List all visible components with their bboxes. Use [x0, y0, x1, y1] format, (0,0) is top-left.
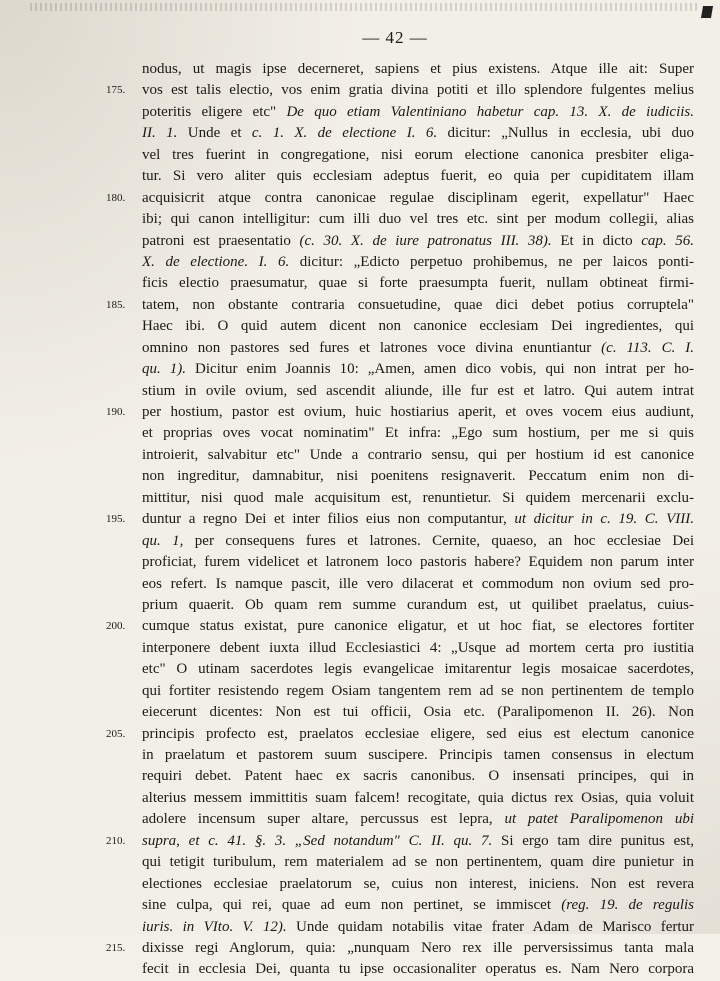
text-line — [142, 466, 694, 487]
line-text: principis profecto est, praelatos ecclesiae eligere, sed eius est electum canonice — [142, 725, 694, 742]
text-line — [142, 252, 694, 273]
text-line — [142, 895, 694, 916]
line-text: per hostium, pastor est ovium, huic hostiarius aperit, et oves vocem eius audiunt, — [142, 404, 694, 420]
body-text — [106, 59, 695, 981]
line-text: introierit, salvabitur etc" Unde a contrario sensu, qui per hostium id est canonice — [142, 446, 694, 463]
corner-mark — [701, 6, 713, 18]
line-number: 190. — [106, 406, 126, 418]
text-line — [142, 381, 694, 402]
line-text: acquisicrit atque contra canonicae regulae disciplinam egerit, expellatur" Haec — [142, 189, 694, 206]
scan-edge-noise — [30, 3, 700, 11]
text-line — [142, 273, 694, 294]
line-text: eiecerunt dicentes: Non est tui officii, Osia etc. (Paralipomenon II. 26). Non — [142, 704, 694, 721]
line-text: tatem, non obstante contraria consuetudine, quae dici debet potius corruptela" — [142, 296, 694, 313]
text-line — [142, 552, 694, 573]
line-text: dixisse regi Anglorum, quia: „nunquam Nero rex ille perversissimus tanta mala — [142, 939, 694, 956]
text-line — [142, 874, 694, 895]
line-text: qui tetigit turibulum, rem materialem ad se non pertinentem, quam dire punietur in — [142, 854, 694, 871]
text-line — [142, 595, 694, 616]
line-number: 195. — [106, 513, 126, 526]
line-number: 200. — [106, 620, 126, 633]
text-line — [106, 509, 694, 530]
text-line — [106, 80, 694, 101]
line-text: alterius messem immittitis suam falcem! recogitate, quia dictus rex Osias, quia voluit — [142, 789, 694, 806]
text-line — [142, 166, 694, 187]
line-text: duntur a regno Dei et inter filios eius non computantur, ut dicitur in c. 19. C. VIII. — [142, 511, 694, 528]
line-text: mittitur, nisi quod male acquisitum est, renuntietur. Si quidem mercenarii exclu- — [142, 489, 694, 506]
text-line — [142, 574, 694, 595]
line-number: 210. — [106, 834, 126, 847]
line-text: in praelatum et pastorem suum suscipere. Principis tamen consensus in electum — [142, 747, 694, 763]
line-text: tur. Si vero aliter quis ecclesiam adeptus fuerit, eo quia per cupiditatem illam — [142, 168, 694, 185]
line-text: cumque status existat, pure canonice eligatur, et ut hoc fiat, se electores fortiter — [142, 618, 694, 635]
line-text: qui fortiter resistendo regem Osiam tangentem rem ad se non pertinentem de templo — [142, 682, 694, 699]
text-line — [106, 616, 694, 637]
text-line — [106, 188, 694, 209]
line-text: prium quaerit. Ob quam rem summe curandum est, ut quilibet praelatus, cuius- — [142, 596, 694, 613]
text-line — [142, 231, 694, 252]
line-text: vel tres fuerint in congregatione, nisi eorum electione canonica presbiter eliga- — [142, 146, 694, 163]
line-text: supra, et c. 41. §. 3. „Sed notandum" C. II. qu. 7. Si ergo tam dire punitus est, — [142, 832, 694, 849]
text-line — [142, 531, 694, 552]
line-text: patroni est praesentatio (c. 30. X. de iure patronatus III. 38). Et in dicto cap. 56. — [142, 232, 694, 249]
line-text: omnino non pastores sed fures et latrones voce divina enuntiantur (c. 113. C. I. — [142, 339, 694, 356]
text-line — [142, 788, 694, 809]
text-line — [142, 917, 694, 938]
text-line — [142, 123, 694, 144]
text-line — [106, 724, 694, 745]
line-number: 185. — [106, 298, 126, 311]
text-line — [142, 702, 694, 723]
line-text: interponere debent iuxta illud Ecclesiastici 4: „Usque ad mortem certa pro iustitia — [142, 639, 694, 656]
text-line — [142, 488, 694, 509]
text-line — [142, 445, 694, 466]
line-text: electiones ecclesiae praelatorum se, cuius non interest, iniciens. Non est revera — [142, 875, 694, 892]
text-line — [142, 809, 694, 830]
text-line — [142, 659, 694, 680]
line-text: adolere incensum super altare, percussus est lepra, ut patet Paralipomenon ubi — [142, 811, 694, 828]
text-line — [142, 638, 694, 659]
line-text: vos est talis electio, vos enim gratia divina potiti et illo splendore fulgentes melius — [142, 82, 694, 99]
text-line — [142, 145, 694, 166]
text-line — [142, 209, 694, 230]
text-line — [142, 423, 694, 444]
line-text: II. 1. Unde et c. 1. X. de electione I. 6. dicitur: „Nullus in ecclesia, ubi duo — [142, 125, 694, 142]
line-text: requiri debet. Patent haec ex sacris canonibus. O insensati principes, qui in — [142, 768, 694, 785]
text-line — [142, 766, 694, 787]
line-text: eos refert. Is namque pascit, ille vero dilacerat et commodum non ovium sed pro- — [142, 575, 694, 592]
text-line — [142, 59, 694, 80]
line-text: iuris. in VIto. V. 12). Unde quidam notabilis vitae frater Adam de Marisco fertur — [142, 918, 695, 935]
line-number: 205. — [106, 727, 126, 740]
text-line — [106, 938, 694, 959]
line-text: qu. 1). Dicitur enim Joannis 10: „Amen, amen dico vobis, qui non intrat per ho- — [142, 361, 694, 378]
line-text: ficis electio praesumatur, quae si forte praesumpta fuerit, nullam obtineat firmi- — [142, 275, 694, 292]
text-line — [142, 681, 694, 702]
line-text: ibi; qui canon intelligitur: cum illi duo vel tres etc. sint per modum collegii, alias — [142, 211, 694, 228]
line-text: et proprias oves vocat nominatim" Et infra: „Ego sum hostium, per me si quis — [142, 425, 694, 442]
line-text: stium in ovile ovium, sed ascendit aliunde, ille fur est et latro. Qui autem intrat — [142, 382, 694, 399]
text-line — [142, 852, 694, 873]
text-line — [142, 316, 694, 337]
line-number: 180. — [106, 191, 126, 204]
line-text: poteritis eligere etc" De quo etiam Valentiniano habetur cap. 13. X. de iudiciis. — [142, 103, 694, 120]
line-text: Haec ibi. O quid autem dicent non canonice ecclesiam Dei ingredientes, qui — [142, 318, 694, 335]
line-text: proficiat, furem videlicet et latronem loco pastoris habere? Equidem non parum inter — [142, 554, 694, 571]
line-text: qu. 1, per consequens fures et latrones. Cernite, quaeso, an hoc ecclesiae Dei — [142, 532, 694, 549]
line-text: non ingreditur, damnabitur, nisi poenitens resignaverit. Peccatum enim non di- — [142, 468, 694, 485]
text-line — [142, 959, 694, 980]
text-line — [142, 745, 694, 766]
line-text: X. de electione. I. 6. dicitur: „Edicto perpetuo prohibemus, ne per laicos ponti- — [142, 253, 694, 270]
text-line — [106, 402, 694, 423]
line-number: 215. — [106, 941, 126, 954]
text-line — [106, 295, 694, 316]
text-line — [142, 102, 694, 123]
text-line — [106, 831, 694, 852]
line-text: nodus, ut magis ipse decerneret, sapiens et pius existens. Atque ille ait: Super — [142, 61, 694, 77]
line-text: sine culpa, qui rei, quae ad eum non pertinet, se immiscet (reg. 19. de regulis — [142, 897, 695, 914]
line-number: 175. — [106, 84, 126, 97]
line-text: etc" O utinam sacerdotes legis evangelicae imitarentur legis mosaicae sacerdotes, — [142, 661, 694, 678]
page-number: — 42 — — [362, 28, 428, 47]
text-line — [142, 359, 694, 380]
text-line — [142, 338, 694, 359]
line-text: fecit in ecclesia Dei, quanta tu ipse occasionaliter operatus es. Nam Nero corpora — [142, 961, 694, 978]
